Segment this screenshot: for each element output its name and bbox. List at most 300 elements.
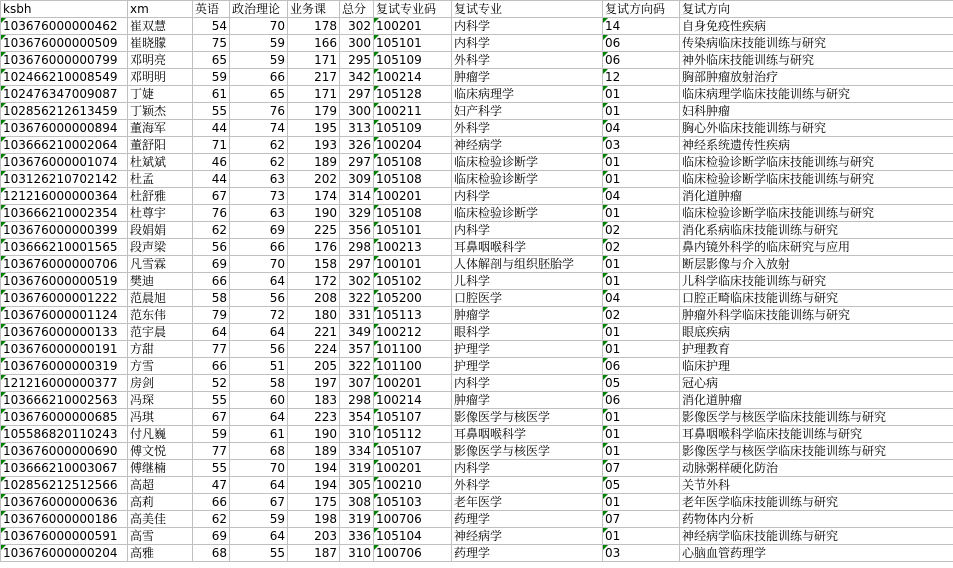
cell-major-course[interactable]: 195 [288, 120, 340, 137]
cell-total[interactable]: 322 [340, 290, 374, 307]
cell-retest-major-code[interactable]: 105107 [374, 443, 452, 460]
cell-retest-major[interactable]: 耳鼻咽喉科学 [452, 239, 603, 256]
cell-retest-direction-code[interactable]: 01 [603, 426, 680, 443]
cell-major-course[interactable]: 171 [288, 52, 340, 69]
cell-major-course[interactable]: 217 [288, 69, 340, 86]
cell-english[interactable]: 66 [193, 358, 230, 375]
cell-english[interactable]: 69 [193, 528, 230, 545]
cell-retest-major-code[interactable]: 100210 [374, 477, 452, 494]
cell-retest-direction[interactable]: 临床检验诊断学临床技能训练与研究 [680, 171, 953, 188]
header-politics[interactable]: 政治理论 [230, 1, 288, 18]
cell-ksbh[interactable]: 103676000000690 [1, 443, 128, 460]
cell-retest-direction[interactable]: 动脉粥样硬化防治 [680, 460, 953, 477]
cell-english[interactable]: 79 [193, 307, 230, 324]
cell-total[interactable]: 357 [340, 341, 374, 358]
cell-retest-direction-code[interactable]: 02 [603, 307, 680, 324]
cell-ksbh[interactable]: 103666210002563 [1, 392, 128, 409]
cell-retest-major-code[interactable]: 105200 [374, 290, 452, 307]
cell-retest-direction-code[interactable]: 03 [603, 545, 680, 562]
cell-retest-major[interactable]: 妇产科学 [452, 103, 603, 120]
cell-politics[interactable]: 63 [230, 205, 288, 222]
cell-retest-direction[interactable]: 耳鼻咽喉科学临床技能训练与研究 [680, 426, 953, 443]
cell-total[interactable]: 298 [340, 239, 374, 256]
cell-retest-direction-code[interactable]: 12 [603, 69, 680, 86]
cell-retest-major[interactable]: 外科学 [452, 477, 603, 494]
cell-total[interactable]: 331 [340, 307, 374, 324]
cell-politics[interactable]: 60 [230, 392, 288, 409]
cell-major-course[interactable]: 225 [288, 222, 340, 239]
cell-total[interactable]: 322 [340, 358, 374, 375]
cell-retest-direction[interactable]: 自身免疫性疾病 [680, 18, 953, 35]
cell-english[interactable]: 69 [193, 256, 230, 273]
cell-retest-major[interactable]: 临床检验诊断学 [452, 171, 603, 188]
header-retest-direction[interactable]: 复试方向 [680, 1, 953, 18]
cell-ksbh[interactable]: 103676000001124 [1, 307, 128, 324]
cell-retest-major[interactable]: 人体解剖与组织胚胎学 [452, 256, 603, 273]
cell-retest-direction-code[interactable]: 04 [603, 120, 680, 137]
cell-retest-major-code[interactable]: 105112 [374, 426, 452, 443]
cell-retest-direction[interactable]: 胸心外临床技能训练与研究 [680, 120, 953, 137]
cell-retest-major-code[interactable]: 100201 [374, 18, 452, 35]
cell-xm[interactable]: 高雅 [128, 545, 193, 562]
cell-total[interactable]: 319 [340, 511, 374, 528]
cell-retest-major-code[interactable]: 105108 [374, 154, 452, 171]
cell-retest-direction[interactable]: 断层影像与介入放射 [680, 256, 953, 273]
cell-major-course[interactable]: 189 [288, 443, 340, 460]
cell-xm[interactable]: 高雪 [128, 528, 193, 545]
cell-english[interactable]: 46 [193, 154, 230, 171]
cell-total[interactable]: 308 [340, 494, 374, 511]
cell-major-course[interactable]: 202 [288, 171, 340, 188]
cell-ksbh[interactable]: 103676000000685 [1, 409, 128, 426]
cell-politics[interactable]: 64 [230, 528, 288, 545]
cell-ksbh[interactable]: 102856212613459 [1, 103, 128, 120]
cell-xm[interactable]: 杜斌斌 [128, 154, 193, 171]
cell-politics[interactable]: 64 [230, 324, 288, 341]
cell-retest-major-code[interactable]: 105103 [374, 494, 452, 511]
cell-retest-major[interactable]: 药理学 [452, 511, 603, 528]
cell-retest-major[interactable]: 内科学 [452, 188, 603, 205]
cell-english[interactable]: 71 [193, 137, 230, 154]
cell-xm[interactable]: 高莉 [128, 494, 193, 511]
cell-retest-direction-code[interactable]: 07 [603, 460, 680, 477]
cell-retest-major[interactable]: 影像医学与核医学 [452, 443, 603, 460]
cell-ksbh[interactable]: 103676000000186 [1, 511, 128, 528]
cell-politics[interactable]: 59 [230, 35, 288, 52]
cell-xm[interactable]: 丁婕 [128, 86, 193, 103]
cell-major-course[interactable]: 158 [288, 256, 340, 273]
cell-retest-major-code[interactable]: 100214 [374, 392, 452, 409]
cell-xm[interactable]: 段声梁 [128, 239, 193, 256]
cell-retest-direction-code[interactable]: 14 [603, 18, 680, 35]
cell-xm[interactable]: 崔晓朦 [128, 35, 193, 52]
cell-major-course[interactable]: 172 [288, 273, 340, 290]
cell-major-course[interactable]: 190 [288, 426, 340, 443]
cell-total[interactable]: 310 [340, 426, 374, 443]
cell-major-course[interactable]: 171 [288, 86, 340, 103]
cell-xm[interactable]: 樊迪 [128, 273, 193, 290]
cell-xm[interactable]: 傅继楠 [128, 460, 193, 477]
cell-retest-direction[interactable]: 消化道肿瘤 [680, 392, 953, 409]
cell-retest-major[interactable]: 临床病理学 [452, 86, 603, 103]
header-total[interactable]: 总分 [340, 1, 374, 18]
cell-politics[interactable]: 72 [230, 307, 288, 324]
cell-retest-major[interactable]: 内科学 [452, 35, 603, 52]
cell-retest-major[interactable]: 内科学 [452, 222, 603, 239]
cell-politics[interactable]: 70 [230, 18, 288, 35]
cell-retest-major-code[interactable]: 100101 [374, 256, 452, 273]
cell-xm[interactable]: 冯琛 [128, 392, 193, 409]
cell-major-course[interactable]: 183 [288, 392, 340, 409]
cell-politics[interactable]: 59 [230, 511, 288, 528]
cell-retest-direction-code[interactable]: 01 [603, 528, 680, 545]
cell-retest-direction-code[interactable]: 06 [603, 358, 680, 375]
cell-ksbh[interactable]: 103676000000462 [1, 18, 128, 35]
cell-ksbh[interactable]: 121216000000364 [1, 188, 128, 205]
cell-ksbh[interactable]: 103676000000706 [1, 256, 128, 273]
cell-politics[interactable]: 73 [230, 188, 288, 205]
cell-retest-major-code[interactable]: 101100 [374, 341, 452, 358]
cell-ksbh[interactable]: 103676000000591 [1, 528, 128, 545]
cell-xm[interactable]: 杜舒雅 [128, 188, 193, 205]
cell-retest-major-code[interactable]: 105107 [374, 409, 452, 426]
cell-politics[interactable]: 62 [230, 137, 288, 154]
cell-politics[interactable]: 58 [230, 375, 288, 392]
header-retest-direction-code[interactable]: 复试方向码 [603, 1, 680, 18]
cell-ksbh[interactable]: 103676000000319 [1, 358, 128, 375]
cell-xm[interactable]: 杜尊宇 [128, 205, 193, 222]
cell-retest-direction-code[interactable]: 02 [603, 239, 680, 256]
cell-politics[interactable]: 64 [230, 273, 288, 290]
cell-ksbh[interactable]: 103676000000191 [1, 341, 128, 358]
cell-retest-direction-code[interactable]: 04 [603, 290, 680, 307]
cell-english[interactable]: 76 [193, 205, 230, 222]
cell-retest-direction-code[interactable]: 06 [603, 35, 680, 52]
cell-retest-direction[interactable]: 护理教育 [680, 341, 953, 358]
cell-retest-major[interactable]: 内科学 [452, 375, 603, 392]
cell-xm[interactable]: 董舒阳 [128, 137, 193, 154]
cell-retest-direction-code[interactable]: 01 [603, 443, 680, 460]
cell-total[interactable]: 300 [340, 35, 374, 52]
cell-retest-major-code[interactable]: 100212 [374, 324, 452, 341]
cell-ksbh[interactable]: 103666210002354 [1, 205, 128, 222]
cell-retest-major-code[interactable]: 105108 [374, 205, 452, 222]
cell-english[interactable]: 56 [193, 239, 230, 256]
cell-english[interactable]: 75 [193, 35, 230, 52]
cell-politics[interactable]: 76 [230, 103, 288, 120]
cell-retest-major-code[interactable]: 105104 [374, 528, 452, 545]
cell-major-course[interactable]: 175 [288, 494, 340, 511]
cell-english[interactable]: 64 [193, 324, 230, 341]
cell-ksbh[interactable]: 103676000000894 [1, 120, 128, 137]
cell-retest-major[interactable]: 老年医学 [452, 494, 603, 511]
header-retest-major[interactable]: 复试专业 [452, 1, 603, 18]
cell-ksbh[interactable]: 103676000000133 [1, 324, 128, 341]
cell-major-course[interactable]: 221 [288, 324, 340, 341]
cell-major-course[interactable]: 194 [288, 460, 340, 477]
cell-xm[interactable]: 杜孟 [128, 171, 193, 188]
cell-retest-major-code[interactable]: 105109 [374, 120, 452, 137]
cell-total[interactable]: 336 [340, 528, 374, 545]
cell-retest-major[interactable]: 外科学 [452, 52, 603, 69]
cell-retest-direction-code[interactable]: 01 [603, 324, 680, 341]
cell-retest-major-code[interactable]: 105109 [374, 52, 452, 69]
cell-politics[interactable]: 62 [230, 154, 288, 171]
cell-ksbh[interactable]: 103676000000509 [1, 35, 128, 52]
cell-retest-direction[interactable]: 关节外科 [680, 477, 953, 494]
cell-retest-direction-code[interactable]: 01 [603, 154, 680, 171]
cell-english[interactable]: 44 [193, 120, 230, 137]
cell-major-course[interactable]: 198 [288, 511, 340, 528]
cell-retest-direction[interactable]: 肿瘤外科学临床技能训练与研究 [680, 307, 953, 324]
cell-english[interactable]: 66 [193, 494, 230, 511]
cell-retest-major[interactable]: 口腔医学 [452, 290, 603, 307]
cell-english[interactable]: 66 [193, 273, 230, 290]
cell-total[interactable]: 302 [340, 18, 374, 35]
cell-retest-major[interactable]: 护理学 [452, 358, 603, 375]
cell-retest-major[interactable]: 临床检验诊断学 [452, 205, 603, 222]
cell-retest-major-code[interactable]: 105102 [374, 273, 452, 290]
cell-xm[interactable]: 高美佳 [128, 511, 193, 528]
cell-retest-major[interactable]: 影像医学与核医学 [452, 409, 603, 426]
cell-english[interactable]: 62 [193, 222, 230, 239]
cell-retest-direction[interactable]: 冠心病 [680, 375, 953, 392]
cell-retest-direction-code[interactable]: 04 [603, 188, 680, 205]
cell-total[interactable]: 314 [340, 188, 374, 205]
cell-retest-major-code[interactable]: 100706 [374, 545, 452, 562]
cell-total[interactable]: 329 [340, 205, 374, 222]
cell-politics[interactable]: 64 [230, 409, 288, 426]
cell-total[interactable]: 354 [340, 409, 374, 426]
cell-retest-major[interactable]: 儿科学 [452, 273, 603, 290]
cell-politics[interactable]: 59 [230, 52, 288, 69]
cell-politics[interactable]: 61 [230, 426, 288, 443]
cell-politics[interactable]: 55 [230, 545, 288, 562]
cell-retest-direction[interactable]: 鼻内镜外科学的临床研究与应用 [680, 239, 953, 256]
cell-xm[interactable]: 邓明明 [128, 69, 193, 86]
cell-xm[interactable]: 范东伟 [128, 307, 193, 324]
cell-ksbh[interactable]: 105586820110243 [1, 426, 128, 443]
cell-english[interactable]: 67 [193, 409, 230, 426]
cell-ksbh[interactable]: 103666210001565 [1, 239, 128, 256]
cell-major-course[interactable]: 189 [288, 154, 340, 171]
cell-retest-major-code[interactable]: 101100 [374, 358, 452, 375]
cell-major-course[interactable]: 179 [288, 103, 340, 120]
cell-retest-direction-code[interactable]: 01 [603, 409, 680, 426]
cell-politics[interactable]: 68 [230, 443, 288, 460]
cell-major-course[interactable]: 223 [288, 409, 340, 426]
cell-ksbh[interactable]: 103666210003067 [1, 460, 128, 477]
cell-retest-direction-code[interactable]: 01 [603, 494, 680, 511]
cell-english[interactable]: 55 [193, 392, 230, 409]
cell-major-course[interactable]: 205 [288, 358, 340, 375]
cell-english[interactable]: 65 [193, 52, 230, 69]
cell-english[interactable]: 58 [193, 290, 230, 307]
header-major-course[interactable]: 业务课 [288, 1, 340, 18]
cell-ksbh[interactable]: 103126210702142 [1, 171, 128, 188]
cell-major-course[interactable]: 203 [288, 528, 340, 545]
cell-politics[interactable]: 66 [230, 239, 288, 256]
header-english[interactable]: 英语 [193, 1, 230, 18]
cell-xm[interactable]: 段娟娟 [128, 222, 193, 239]
cell-xm[interactable]: 崔双慧 [128, 18, 193, 35]
cell-retest-direction-code[interactable]: 01 [603, 273, 680, 290]
cell-retest-direction[interactable]: 口腔正畸临床技能训练与研究 [680, 290, 953, 307]
cell-retest-direction[interactable]: 影像医学与核医学临床技能训练与研究 [680, 443, 953, 460]
header-xm[interactable]: xm [128, 1, 193, 18]
cell-english[interactable]: 44 [193, 171, 230, 188]
cell-retest-direction-code[interactable]: 01 [603, 103, 680, 120]
cell-politics[interactable]: 69 [230, 222, 288, 239]
cell-retest-major-code[interactable]: 105101 [374, 35, 452, 52]
cell-xm[interactable]: 凡雪霖 [128, 256, 193, 273]
cell-retest-major[interactable]: 护理学 [452, 341, 603, 358]
cell-retest-direction-code[interactable]: 01 [603, 171, 680, 188]
cell-ksbh[interactable]: 103676000000799 [1, 52, 128, 69]
cell-total[interactable]: 313 [340, 120, 374, 137]
cell-retest-major-code[interactable]: 100201 [374, 375, 452, 392]
cell-total[interactable]: 349 [340, 324, 374, 341]
cell-retest-direction-code[interactable]: 02 [603, 222, 680, 239]
cell-retest-major-code[interactable]: 100214 [374, 69, 452, 86]
cell-major-course[interactable]: 190 [288, 205, 340, 222]
cell-retest-direction[interactable]: 妇科肿瘤 [680, 103, 953, 120]
cell-retest-major[interactable]: 外科学 [452, 120, 603, 137]
cell-ksbh[interactable]: 103676000001222 [1, 290, 128, 307]
header-ksbh[interactable]: ksbh [1, 1, 128, 18]
cell-english[interactable]: 47 [193, 477, 230, 494]
cell-major-course[interactable]: 166 [288, 35, 340, 52]
cell-xm[interactable]: 高超 [128, 477, 193, 494]
cell-retest-major[interactable]: 眼科学 [452, 324, 603, 341]
cell-english[interactable]: 59 [193, 69, 230, 86]
cell-retest-direction[interactable]: 儿科学临床技能训练与研究 [680, 273, 953, 290]
cell-xm[interactable]: 方雪 [128, 358, 193, 375]
cell-total[interactable]: 307 [340, 375, 374, 392]
cell-politics[interactable]: 63 [230, 171, 288, 188]
cell-ksbh[interactable]: 103676000000519 [1, 273, 128, 290]
cell-politics[interactable]: 64 [230, 477, 288, 494]
cell-major-course[interactable]: 208 [288, 290, 340, 307]
cell-retest-direction[interactable]: 临床检验诊断学临床技能训练与研究 [680, 154, 953, 171]
cell-retest-major-code[interactable]: 100201 [374, 188, 452, 205]
cell-retest-direction-code[interactable]: 06 [603, 392, 680, 409]
cell-major-course[interactable]: 176 [288, 239, 340, 256]
cell-english[interactable]: 55 [193, 460, 230, 477]
cell-retest-major[interactable]: 内科学 [452, 18, 603, 35]
cell-major-course[interactable]: 174 [288, 188, 340, 205]
cell-major-course[interactable]: 178 [288, 18, 340, 35]
cell-retest-direction[interactable]: 消化道肿瘤 [680, 188, 953, 205]
cell-ksbh[interactable]: 121216000000377 [1, 375, 128, 392]
cell-major-course[interactable]: 187 [288, 545, 340, 562]
cell-politics[interactable]: 66 [230, 69, 288, 86]
cell-retest-direction[interactable]: 临床检验诊断学临床技能训练与研究 [680, 205, 953, 222]
cell-major-course[interactable]: 197 [288, 375, 340, 392]
cell-politics[interactable]: 70 [230, 256, 288, 273]
cell-retest-direction[interactable]: 消化系病临床技能训练与研究 [680, 222, 953, 239]
cell-retest-direction[interactable]: 神经系统遗传性疾病 [680, 137, 953, 154]
cell-english[interactable]: 59 [193, 426, 230, 443]
cell-retest-direction-code[interactable]: 01 [603, 341, 680, 358]
cell-total[interactable]: 300 [340, 103, 374, 120]
cell-major-course[interactable]: 224 [288, 341, 340, 358]
cell-retest-direction[interactable]: 眼底疾病 [680, 324, 953, 341]
cell-retest-direction[interactable]: 神经病学临床技能训练与研究 [680, 528, 953, 545]
cell-total[interactable]: 295 [340, 52, 374, 69]
cell-retest-direction-code[interactable]: 01 [603, 256, 680, 273]
cell-total[interactable]: 342 [340, 69, 374, 86]
cell-politics[interactable]: 56 [230, 290, 288, 307]
header-retest-major-code[interactable]: 复试专业码 [374, 1, 452, 18]
cell-retest-direction-code[interactable]: 03 [603, 137, 680, 154]
cell-total[interactable]: 297 [340, 154, 374, 171]
cell-total[interactable]: 309 [340, 171, 374, 188]
cell-major-course[interactable]: 180 [288, 307, 340, 324]
cell-xm[interactable]: 邓明亮 [128, 52, 193, 69]
cell-retest-direction[interactable]: 传染病临床技能训练与研究 [680, 35, 953, 52]
cell-ksbh[interactable]: 103676000000636 [1, 494, 128, 511]
cell-retest-major-code[interactable]: 100204 [374, 137, 452, 154]
cell-retest-major[interactable]: 药理学 [452, 545, 603, 562]
cell-total[interactable]: 298 [340, 392, 374, 409]
cell-xm[interactable]: 丁颖杰 [128, 103, 193, 120]
cell-retest-major[interactable]: 内科学 [452, 460, 603, 477]
cell-retest-major[interactable]: 耳鼻咽喉科学 [452, 426, 603, 443]
cell-retest-direction[interactable]: 老年医学临床技能训练与研究 [680, 494, 953, 511]
cell-retest-major[interactable]: 肿瘤学 [452, 69, 603, 86]
cell-retest-major-code[interactable]: 100706 [374, 511, 452, 528]
cell-retest-direction-code[interactable]: 05 [603, 477, 680, 494]
cell-english[interactable]: 54 [193, 18, 230, 35]
cell-retest-direction[interactable]: 心脑血管药理学 [680, 545, 953, 562]
cell-ksbh[interactable]: 102466210008549 [1, 69, 128, 86]
cell-english[interactable]: 61 [193, 86, 230, 103]
cell-english[interactable]: 77 [193, 341, 230, 358]
cell-total[interactable]: 319 [340, 460, 374, 477]
cell-politics[interactable]: 51 [230, 358, 288, 375]
cell-retest-direction[interactable]: 临床护理 [680, 358, 953, 375]
cell-politics[interactable]: 70 [230, 460, 288, 477]
cell-total[interactable]: 326 [340, 137, 374, 154]
cell-total[interactable]: 297 [340, 86, 374, 103]
cell-politics[interactable]: 65 [230, 86, 288, 103]
cell-english[interactable]: 67 [193, 188, 230, 205]
cell-retest-major[interactable]: 神经病学 [452, 137, 603, 154]
cell-retest-direction-code[interactable]: 05 [603, 375, 680, 392]
cell-retest-direction[interactable]: 临床病理学临床技能训练与研究 [680, 86, 953, 103]
cell-xm[interactable]: 冯琪 [128, 409, 193, 426]
cell-retest-major-code[interactable]: 100213 [374, 239, 452, 256]
cell-retest-direction-code[interactable]: 01 [603, 86, 680, 103]
cell-xm[interactable]: 付凡巍 [128, 426, 193, 443]
cell-english[interactable]: 68 [193, 545, 230, 562]
cell-total[interactable]: 334 [340, 443, 374, 460]
cell-ksbh[interactable]: 103676000000204 [1, 545, 128, 562]
cell-retest-major-code[interactable]: 105113 [374, 307, 452, 324]
cell-xm[interactable]: 范宇晨 [128, 324, 193, 341]
cell-english[interactable]: 62 [193, 511, 230, 528]
cell-major-course[interactable]: 193 [288, 137, 340, 154]
cell-retest-major[interactable]: 临床检验诊断学 [452, 154, 603, 171]
cell-retest-major-code[interactable]: 105101 [374, 222, 452, 239]
cell-retest-major-code[interactable]: 105108 [374, 171, 452, 188]
cell-retest-major[interactable]: 肿瘤学 [452, 307, 603, 324]
cell-english[interactable]: 52 [193, 375, 230, 392]
cell-retest-major[interactable]: 肿瘤学 [452, 392, 603, 409]
cell-english[interactable]: 55 [193, 103, 230, 120]
cell-english[interactable]: 77 [193, 443, 230, 460]
